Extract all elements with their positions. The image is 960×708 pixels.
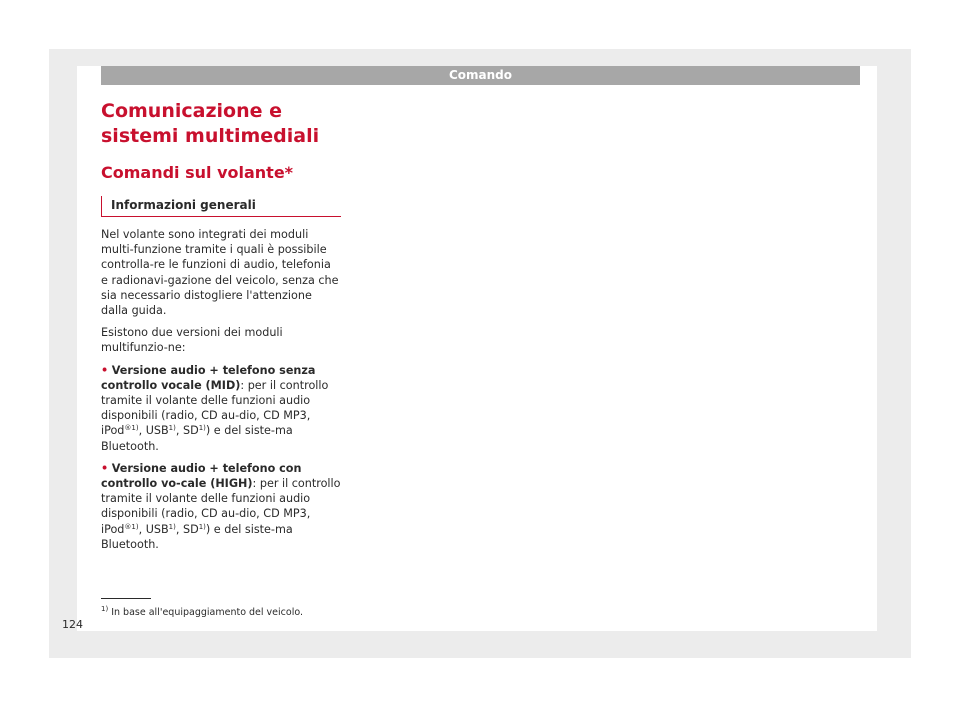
body-text — [101, 227, 341, 559]
footnote-ref: 1) — [198, 424, 206, 433]
footnote — [101, 607, 401, 619]
list-item-text: , SD — [175, 424, 199, 438]
bullet-icon: • — [101, 461, 109, 475]
list-item-text: ) e del siste-ma Bluetooth. — [101, 522, 293, 551]
versions-intro-paragraph: Esistono due versioni dei moduli multifunzio-ne: — [101, 326, 283, 355]
list-item-text: , SD — [175, 522, 199, 536]
list-item-text: ) e del siste-ma Bluetooth. — [101, 424, 293, 453]
footnote-divider — [101, 598, 151, 599]
footnote-text: In base all'equipaggiamento del veicolo. — [111, 607, 304, 618]
footnote-ref: 1) — [168, 424, 176, 433]
bullet-icon: • — [101, 363, 109, 377]
list-item-text: : per il controllo tramite il volante delle funzioni audio disponibili (radio, CD au-dio, CD MP3, iPod — [101, 378, 329, 438]
footnote-ref: 1) — [198, 522, 206, 531]
section-title: Comunicazione e sistemi multimediali — [101, 100, 320, 147]
running-header: Comando — [101, 66, 860, 85]
footnote-ref: 1) — [168, 522, 176, 531]
list-item-label: Versione audio + telefono senza controllo vocale (MID) — [101, 363, 316, 392]
footnote-marker: 1) — [101, 605, 109, 613]
section-subtitle: Comandi sul volante* — [101, 163, 294, 182]
list-item — [101, 363, 341, 454]
list-item-text: , USB — [138, 522, 169, 536]
list-item-text: , USB — [138, 424, 169, 438]
subsection-heading: Informazioni generali — [101, 196, 341, 217]
footnote-ref: ®1) — [124, 522, 139, 531]
list-item — [101, 461, 341, 552]
intro-paragraph: Nel volante sono integrati dei moduli multi-funzione tramite i quali è possibile controlla-re le funzioni di audio, telefonia e radionavi-gazione del veicolo, senza che sia necessario distogliere l'attenzione dalla guida. — [101, 228, 339, 318]
list-item-label: Versione audio + telefono con controllo vo-cale (HIGH) — [101, 461, 302, 491]
list-item-text: : per il controllo tramite il volante delle funzioni audio disponibili (radio, CD au-dio, CD MP3, iPod — [101, 477, 341, 536]
page-number: 124 — [62, 618, 83, 631]
footnote-ref: ®1) — [124, 424, 139, 433]
